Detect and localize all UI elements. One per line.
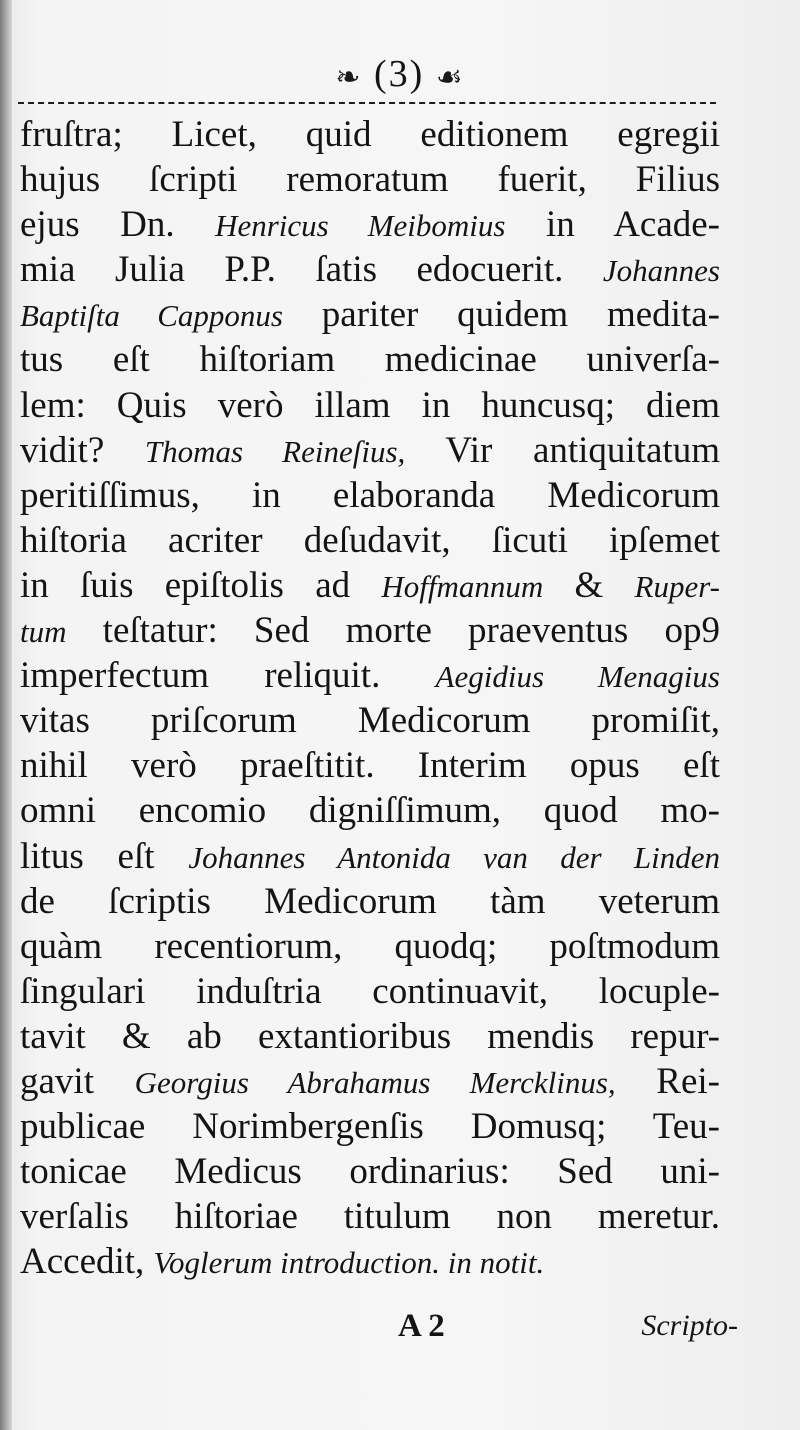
text-segment: ſingulari induſtria continuavit, locuple-	[20, 970, 720, 1012]
text-line	[20, 473, 720, 518]
text-segment: in Acade-	[505, 204, 721, 246]
catchword: Scripto-	[641, 1309, 738, 1342]
text-segment: verſalis hiſtoriae titulum non meretur.	[20, 1196, 720, 1238]
text-segment: tavit & ab extantioribus mendis repur-	[20, 1015, 720, 1057]
left-ornament: ❧	[335, 60, 363, 94]
text-line	[20, 924, 720, 969]
header-rule	[18, 102, 716, 104]
text-segment: hiſtoria acriter deſudavit, ſicuti ipſemet	[20, 519, 720, 561]
body-text	[20, 112, 720, 1284]
text-segment: Rei-	[615, 1060, 720, 1102]
text-segment: mia Julia P.P. ſatis edocuerit.	[20, 249, 603, 291]
text-line	[20, 1239, 720, 1284]
text-line	[20, 383, 720, 428]
page-footer	[20, 1304, 738, 1348]
italic-name-segment: Ruper-	[634, 568, 721, 604]
text-segment: quàm recentiorum, quodq; poſtmodum	[20, 925, 720, 967]
text-segment: Accedit,	[20, 1241, 154, 1283]
text-line	[20, 743, 720, 788]
italic-name-segment: Thomas Reineſius,	[144, 433, 406, 469]
text-line	[20, 292, 720, 337]
text-segment: imperfectum reliquit.	[20, 655, 436, 697]
text-segment: hujus ſcripti remoratum fuerit, Filius	[20, 159, 720, 201]
text-line	[20, 202, 720, 247]
running-header	[0, 52, 800, 102]
text-line	[20, 112, 720, 157]
text-segment: pariter quidem medita-	[282, 294, 720, 336]
italic-name-segment: tum	[20, 614, 67, 650]
text-segment: teſtatur: Sed morte praeventus op9	[66, 610, 720, 652]
text-segment: in ſuis epiſtolis ad	[20, 564, 382, 606]
signature-mark: A 2	[398, 1308, 445, 1344]
text-line	[20, 608, 720, 653]
text-line	[20, 698, 720, 743]
text-segment: publicae Norimbergenſis Domusq; Teu-	[20, 1106, 720, 1148]
text-segment: tus eſt hiſtoriam medicinae univerſa-	[20, 339, 720, 381]
right-ornament: ☙	[435, 60, 465, 94]
text-segment: lem: Quis verò illam in huncusq; diem	[20, 384, 720, 426]
text-line	[20, 428, 720, 473]
page-number: (3)	[373, 53, 425, 95]
text-line	[20, 563, 720, 608]
text-line	[20, 337, 720, 382]
text-line	[20, 1014, 720, 1059]
text-segment: fruſtra; Licet, quid editionem egregii	[20, 114, 720, 155]
text-line	[20, 879, 720, 924]
text-segment: omni encomio digniſſimum, quod mo-	[20, 790, 720, 832]
italic-name-segment: Hoffmannum	[381, 568, 544, 604]
text-segment: ejus Dn.	[20, 204, 216, 246]
text-line	[20, 653, 720, 698]
text-line	[20, 834, 720, 879]
text-segment: nihil verò praeſtitit. Interim opus eſt	[20, 745, 720, 787]
italic-name-segment: Henricus Meibomius	[215, 208, 506, 244]
text-segment: de ſcriptis Medicorum tàm veterum	[20, 880, 720, 922]
italic-name-segment: Georgius Abrahamus Mercklinus,	[134, 1064, 616, 1100]
italic-name-segment: Voglerum introduction. in notit.	[153, 1245, 545, 1281]
page-gutter-shadow	[0, 0, 12, 1430]
italic-name-segment: Johannes Antonida van der Linden	[188, 839, 720, 875]
text-line	[20, 1149, 720, 1194]
text-line	[20, 247, 720, 292]
text-segment: &	[543, 564, 635, 606]
text-line	[20, 788, 720, 833]
text-segment: tonicae Medicus ordinarius: Sed uni-	[20, 1151, 720, 1193]
text-line	[20, 969, 720, 1014]
text-segment: Vir antiquitatum	[405, 429, 720, 471]
italic-name-segment: Aegidius Menagius	[435, 659, 720, 695]
italic-name-segment: Johannes	[602, 253, 720, 289]
text-segment: peritiſſimus, in elaboranda Medicorum	[20, 474, 720, 516]
text-segment: vidit?	[20, 429, 145, 471]
text-line	[20, 1194, 720, 1239]
text-line	[20, 518, 720, 563]
text-line	[20, 1059, 720, 1104]
text-segment: vitas priſcorum Medicorum promiſit,	[20, 700, 720, 742]
text-line	[20, 1104, 720, 1149]
text-segment: gavit	[20, 1060, 135, 1102]
text-line	[20, 157, 720, 202]
text-segment: litus eſt	[20, 835, 189, 877]
italic-name-segment: Baptiſta Capponus	[20, 298, 283, 334]
